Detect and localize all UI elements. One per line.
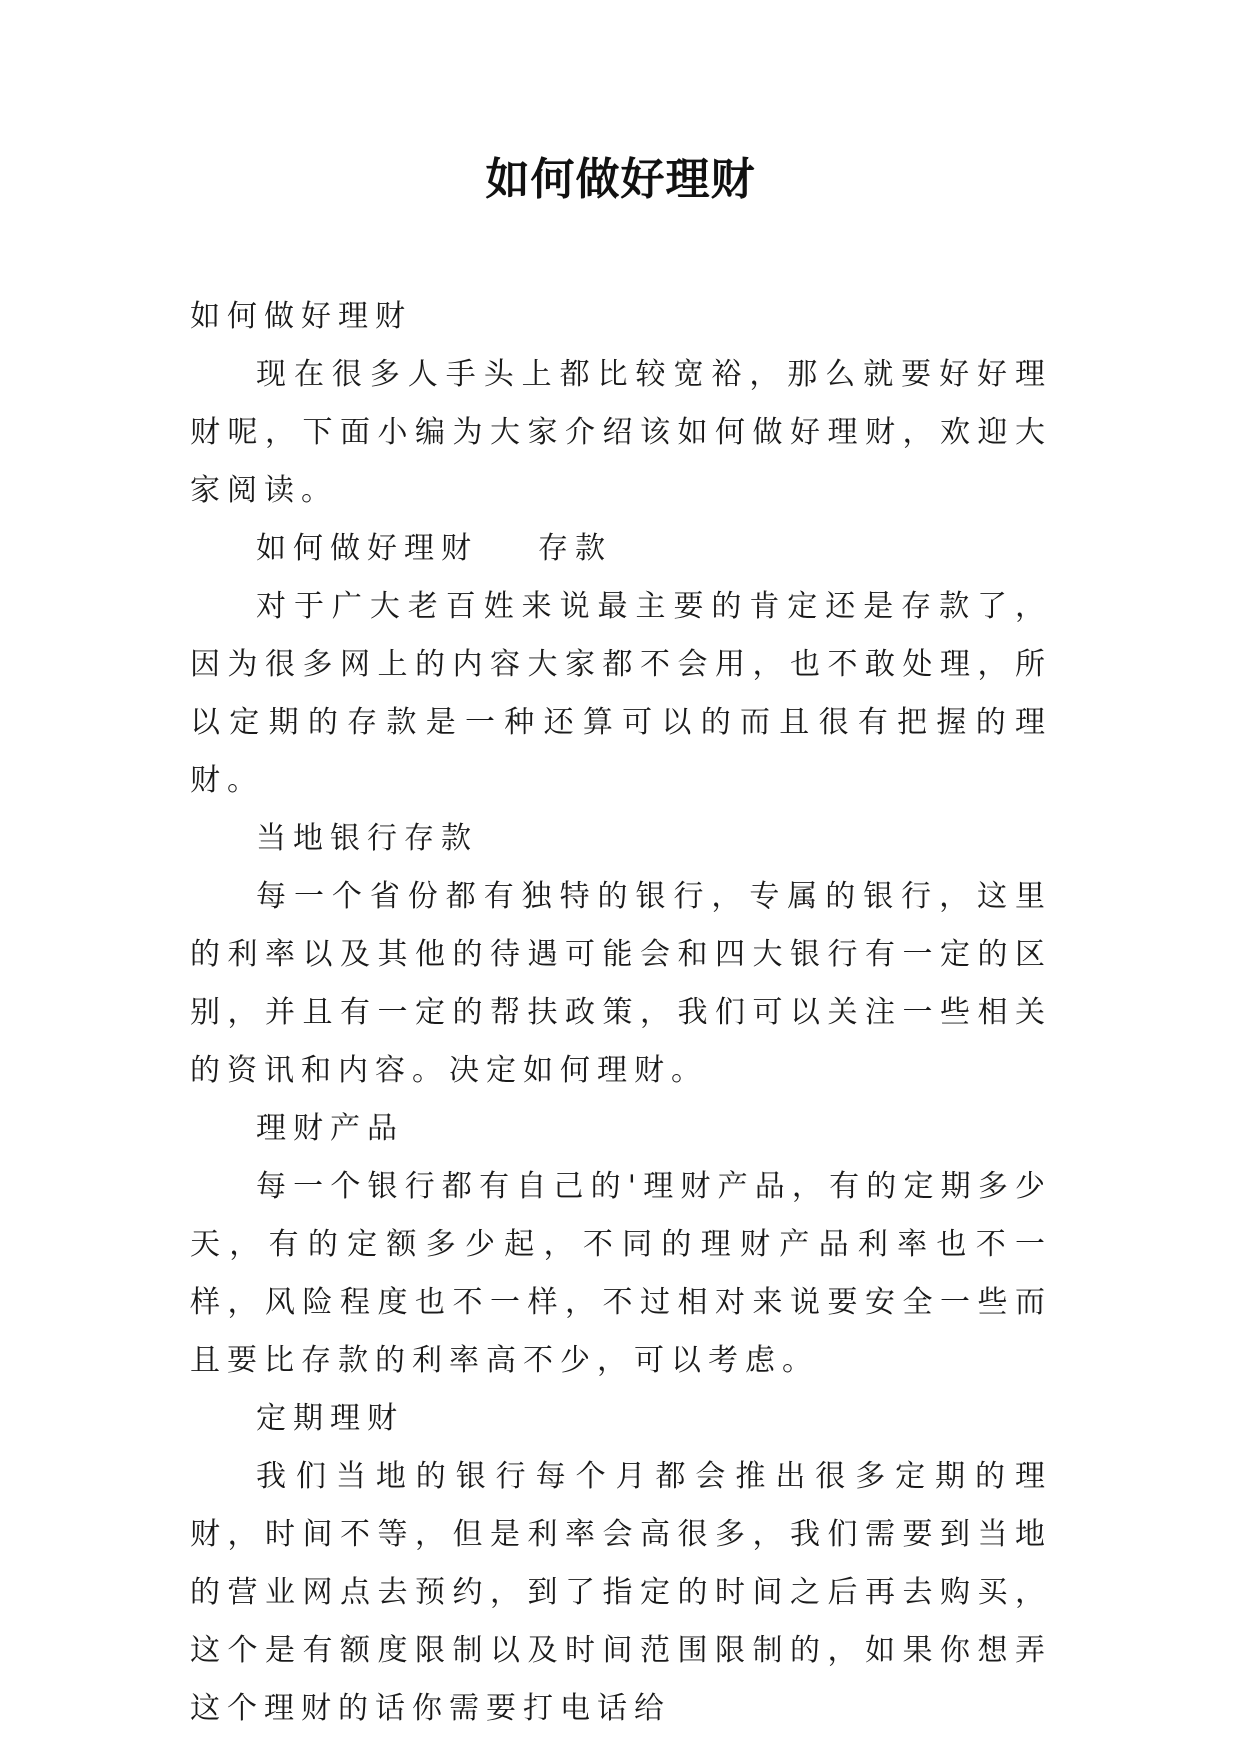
fixed-term-paragraph: 我们当地的银行每个月都会推出很多定期的理财，时间不等，但是利率会高很多，我们需要到当地的营业网点去预约，到了指定的时间之后再去购买，这个是有额度限制以及时间范围限制的，如果你想弄这个理财的话你需要打电话给 bbox=[190, 1459, 1052, 1726]
intro-heading: 如何做好理财 bbox=[190, 299, 412, 334]
products-paragraph: 每一个银行都有自己的'理财产品，有的定期多少天，有的定额多少起，不同的理财产品利率也不一样，风险程度也不一样，不过相对来说要安全一些而且要比存款的利率高不少，可以考虑。 bbox=[190, 1169, 1052, 1378]
document-body bbox=[190, 288, 1052, 1738]
section-heading-prefix: 如何做好理财 bbox=[256, 531, 478, 566]
section-heading-deposit bbox=[190, 520, 1052, 578]
section-heading-products: 理财产品 bbox=[256, 1111, 404, 1146]
section-heading-suffix: 存款 bbox=[538, 531, 612, 566]
section-heading-fixed-term: 定期理财 bbox=[256, 1401, 404, 1436]
local-bank-paragraph: 每一个省份都有独特的银行，专属的银行，这里的利率以及其他的待遇可能会和四大银行有一定的区别，并且有一定的帮扶政策，我们可以关注一些相关的资讯和内容。决定如何理财。 bbox=[190, 879, 1052, 1088]
deposit-paragraph: 对于广大老百姓来说最主要的肯定还是存款了，因为很多网上的内容大家都不会用，也不敢处理，所以定期的存款是一种还算可以的而且很有把握的理财。 bbox=[190, 589, 1052, 798]
document-title: 如何做好理财 bbox=[485, 154, 756, 205]
section-heading-local-bank: 当地银行存款 bbox=[256, 821, 478, 856]
intro-paragraph: 现在很多人手头上都比较宽裕，那么就要好好理财呢，下面小编为大家介绍该如何做好理财，欢迎大家阅读。 bbox=[190, 357, 1052, 508]
